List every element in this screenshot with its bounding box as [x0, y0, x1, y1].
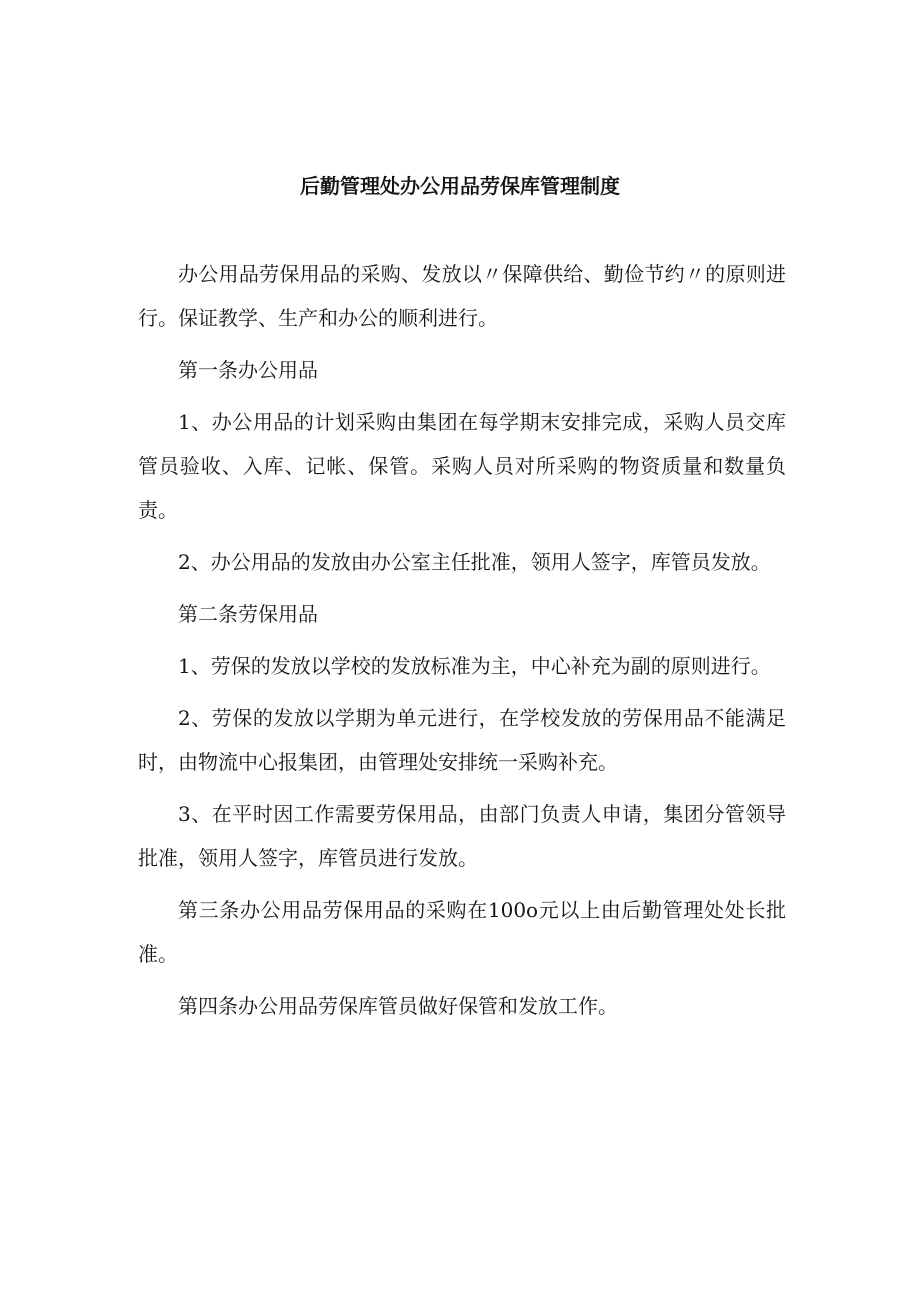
article-3-paragraph: 第三条办公用品劳保用品的采购在100o元以上由后勤管理处处长批准。: [138, 898, 786, 966]
article-2-heading: 第二条劳保用品: [178, 602, 318, 626]
article-1-heading: 第一条办公用品: [178, 358, 318, 382]
document-body: [138, 252, 786, 1036]
intro-paragraph: 办公用品劳保用品的采购、发放以〃保障供给、勤俭节约〃的原则进行。保证教学、生产和办公的顺利进行。: [138, 262, 786, 330]
article-2-item-1: 1、劳保的发放以学校的发放标准为主，中心补充为副的原则进行。: [178, 654, 771, 678]
document-title: 后勤管理处办公用品劳保库管理制度: [300, 174, 620, 198]
article-2-item-3: 3、在平时因工作需要劳保用品，由部门负责人申请，集团分管领导批准，领用人签字，库管员进行发放。: [138, 802, 786, 870]
article-4-paragraph: 第四条办公用品劳保库管员做好保管和发放工作。: [178, 994, 618, 1018]
article-2-item-2: 2、劳保的发放以学期为单元进行，在学校发放的劳保用品不能满足时，由物流中心报集团，由管理处安排统一采购补充。: [138, 706, 786, 774]
article-1-item-2: 2、办公用品的发放由办公室主任批准，领用人签字，库管员发放。: [178, 550, 771, 574]
article-1-item-1: 1、办公用品的计划采购由集团在每学期末安排完成，采购人员交库管员验收、入库、记帐、保管。采购人员对所采购的物资质量和数量负责。: [138, 410, 786, 522]
